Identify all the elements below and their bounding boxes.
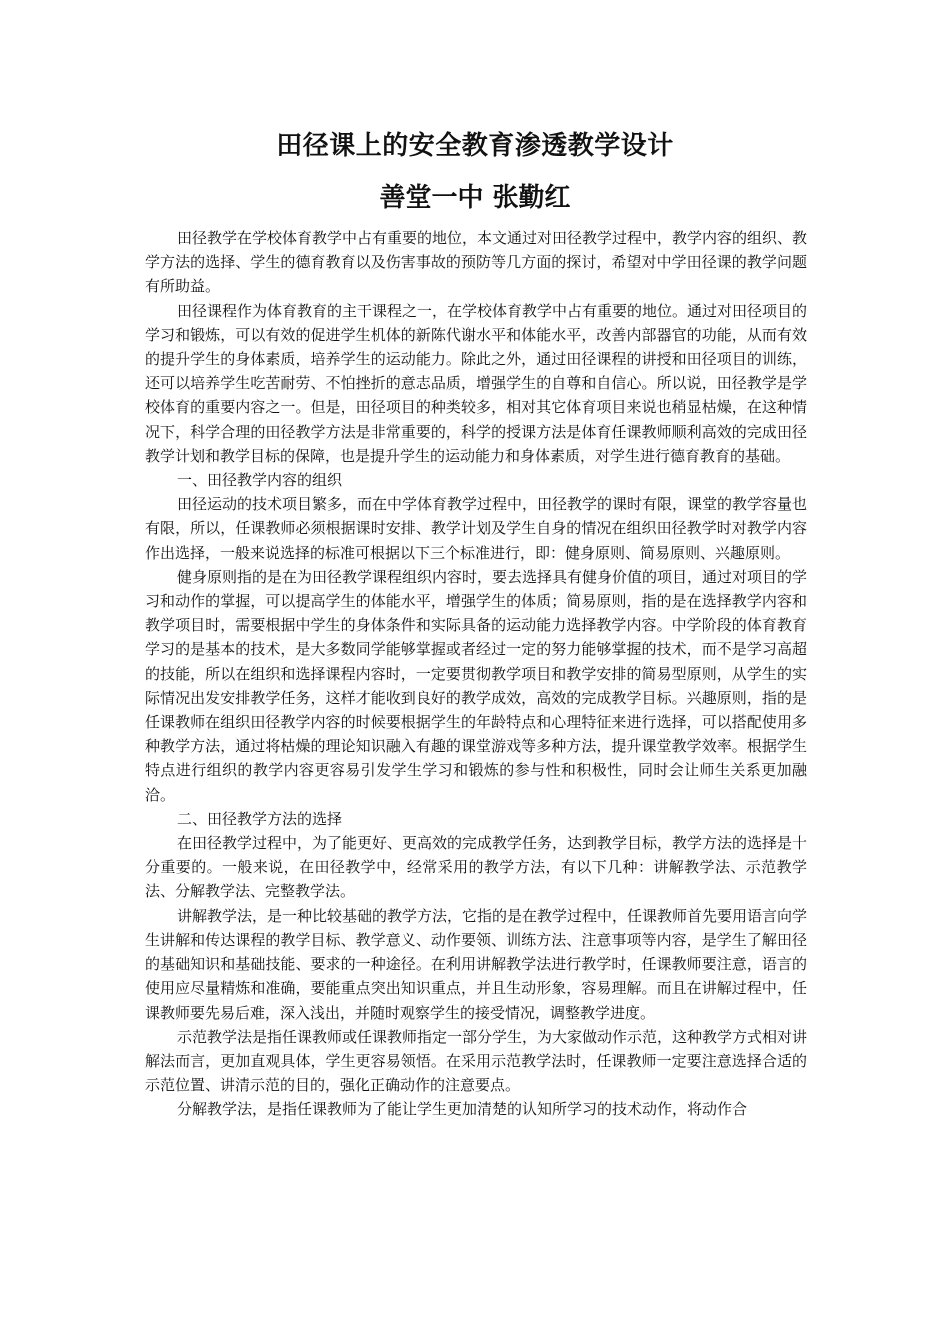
section-heading-content-organization: 一、田径教学内容的组织 [177, 471, 343, 490]
paragraph-intro: 田径课程作为体育教育的主干课程之一，在学校体育教学中占有重要的地位。通过对田径项目的学习和锻炼，可以有效的促进学生机体的新陈代谢水平和体能水平，改善内部器官的功能，从而有效的提升学生的身体素质，培养学生的运动能力。除此之外，通过田径课程的讲授和田径项目的训练，还可以培养学生吃苦耐劳、不怕挫折的意志品质，增强学生的自尊和自信心。所以说，田径教学是学校体育的重要内容之一。但是，田径项目的种类较多，相对其它体育项目来说也稍显枯燥，在这种情况下，科学合理的田径教学方法是非常重要的，科学的授课方法是体育任课教师顺利高效的完成田径教学计划和教学目标的保障，也是提升学生的运动能力和身体素质，对学生进行德育教育的基础。 [145, 301, 808, 465]
document-title: 田径课上的安全教育渗透教学设计 [276, 131, 674, 161]
document-author: 善堂一中 张勤红 [379, 183, 571, 213]
document-body [145, 226, 807, 1122]
paragraph-abstract: 田径教学在学校体育教学中占有重要的地位，本文通过对田径教学过程中，教学内容的组织、教学方法的选择、学生的德育教育以及伤害事故的预防等几方面的探讨，希望对中学田径课的教学问题有所助益。 [145, 229, 808, 296]
paragraph-principles: 健身原则指的是在为田径教学课程组织内容时，要去选择具有健身价值的项目，通过对项目的学习和动作的掌握，可以提高学生的体能水平，增强学生的体质；简易原则，指的是在选择教学内容和教学项目时，需要根据中学生的身体条件和实际具备的运动能力选择教学内容。中学阶段的体育教育学习的是基本的技术，是大多数同学能够掌握或者经过一定的努力能够掌握的技术，而不是学习高超的技能，所以在组织和选择课程内容时，一定要贯彻教学项目和教学安排的简易型原则，从学生的实际情况出发安排教学任务，这样才能收到良好的教学成效，高效的完成教学目标。兴趣原则，指的是任课教师在组织田径教学内容的时候要根据学生的年龄特点和心理特征来进行选择，可以搭配使用多种教学方法，通过将枯燥的理论知识融入有趣的课堂游戏等多种方法，提升课堂教学效率。根据学生特点进行组织的教学内容更容易引发学生学习和锻炼的参与性和积极性，同时会让师生关系更加融洽。 [145, 567, 808, 804]
paragraph-decomposition-method: 分解教学法，是指任课教师为了能让学生更加清楚的认知所学习的技术动作，将动作合 [177, 1100, 748, 1119]
paragraph-methods-overview: 在田径教学过程中，为了能更好、更高效的完成教学任务，达到教学目标，教学方法的选择是十分重要的。一般来说，在田径教学中，经常采用的教学方法，有以下几种：讲解教学法、示范教学法、分解教学法、完整教学法。 [145, 834, 808, 901]
paragraph-content-selection: 田径运动的技术项目繁多，而在中学体育教学过程中，田径教学的课时有限，课堂的教学容量也有限，所以，任课教师必须根据课时安排、教学计划及学生自身的情况在组织田径教学时对教学内容作出选择，一般来说选择的标准可根据以下三个标准进行，即：健身原则、简易原则、兴趣原则。 [145, 495, 808, 562]
section-heading-method-selection: 二、田径教学方法的选择 [177, 809, 343, 828]
paragraph-explanation-method: 讲解教学法，是一种比较基础的教学方法，它指的是在教学过程中，任课教师首先要用语言向学生讲解和传达课程的教学目标、教学意义、动作要领、训练方法、注意事项等内容，是学生了解田径的基础知识和基础技能、要求的一种途径。在利用讲解教学法进行教学时，任课教师要注意，语言的使用应尽量精炼和准确，要能重点突出知识重点，并且生动形象，容易理解。而且在讲解过程中，任课教师要先易后难，深入浅出，并随时观察学生的接受情况，调整教学进度。 [145, 906, 808, 1022]
paragraph-demonstration-method: 示范教学法是指任课教师或任课教师指定一部分学生，为大家做动作示范，这种教学方式相对讲解法而言，更加直观具体，学生更容易领悟。在采用示范教学法时，任课教师一定要注意选择合适的示范位置、讲清示范的目的，强化正确动作的注意要点。 [145, 1027, 808, 1095]
